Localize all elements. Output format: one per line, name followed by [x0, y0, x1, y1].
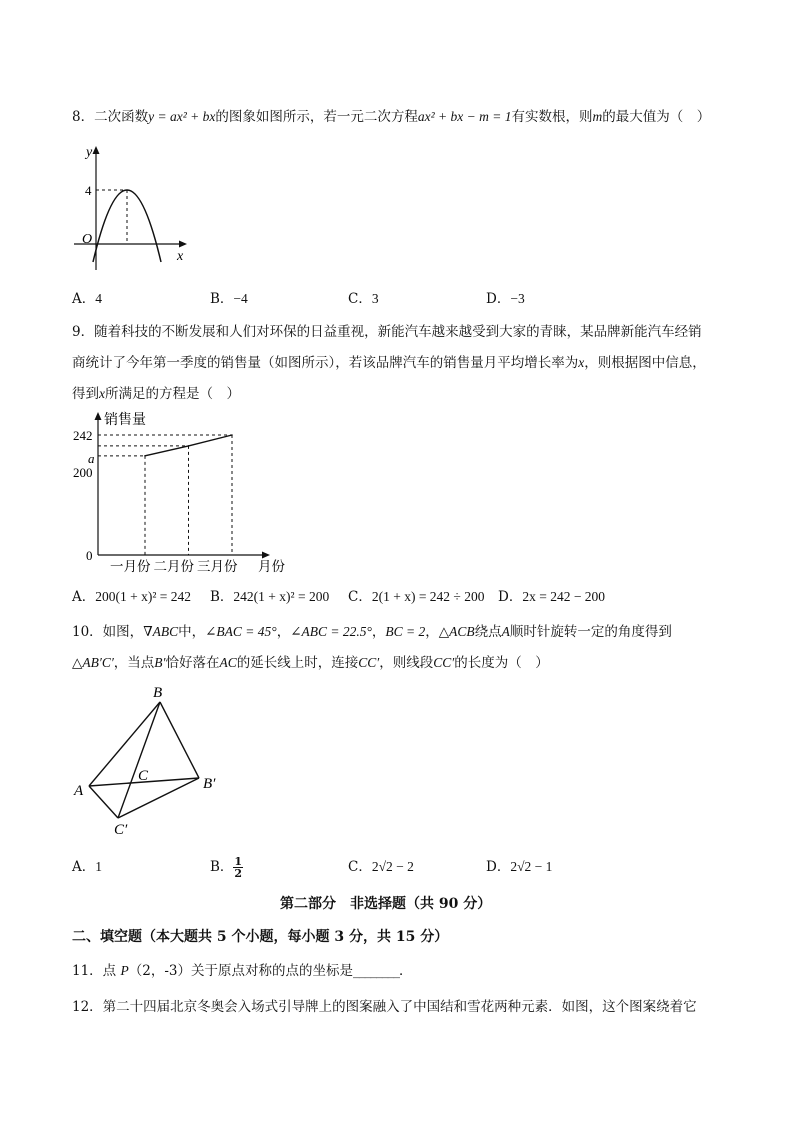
q10-option-a[interactable]: A．1 — [72, 859, 102, 875]
q9-stem-line3: 得到x所满足的方程是（ ） — [72, 386, 240, 402]
q9-x-tick-2: 三月份 — [197, 559, 238, 574]
q9-option-a[interactable]: A．200(1 + x)² = 242 — [72, 589, 192, 605]
q8-equation: ax² + bx − m = 1 — [417, 109, 512, 124]
q8-option-a[interactable]: A．4 — [72, 291, 102, 307]
q9-x-title: 月份 — [258, 559, 285, 574]
q9-x-tick-1: 二月份 — [153, 559, 194, 574]
q10-seg-AB — [89, 702, 160, 786]
q9-y-zero: 0 — [86, 548, 93, 563]
q10-label-C-prime: C′ — [114, 822, 128, 838]
q9-y-200: 200 — [73, 465, 93, 480]
q8-option-b[interactable]: B．−4 — [210, 291, 248, 307]
q10-option-d[interactable]: D．2√2 − 1 — [486, 859, 553, 875]
q8-y-label: y — [86, 145, 93, 160]
q11-stem: 11．点 P（2，-3）关于原点对称的点的坐标是________． — [72, 963, 413, 979]
q8-function: y = ax² + bx — [148, 109, 216, 124]
q10-seg-AC2 — [89, 786, 118, 818]
q10-option-c[interactable]: C．2√2 − 2 — [348, 859, 414, 875]
q8-stem: 8．二次函数y = ax² + bx的图象如图所示，若一元二次方程ax² + bx − m = 1有实数根，则m的最大值为（ ） — [72, 109, 711, 125]
q11-answer-blank[interactable]: ________ — [352, 963, 399, 979]
q8-option-d[interactable]: D．−3 — [486, 291, 525, 307]
q10-option-b-fraction: $\frac{1}{2}$ — [234, 855, 243, 880]
q10-stem-line1: 10．如图，∇ABC中，∠BAC = 45°，∠ABC = 22.5°，BC = 2，△ACB绕点A顺时针旋转一定的角度得到 — [72, 624, 672, 640]
section2-heading: 二、填空题（本大题共 5 个小题，每小题 3 分，共 15 分） — [72, 929, 449, 945]
part2-heading: 第二部分 非选择题（共 90 分） — [280, 896, 492, 912]
q9-option-d[interactable]: D．2x = 242 − 200 — [498, 589, 606, 605]
q10-label-B: B — [153, 685, 163, 701]
q9-y-a: a — [88, 451, 95, 466]
q9-stem-line2: 商统计了今年第一季度的销售量（如图所示），若该品牌汽车的销售量月平均增长率为x，则根据图中信息， — [72, 355, 706, 371]
q9-y-242: 242 — [73, 428, 93, 443]
q9-stem-line1: 9．随着科技的不断发展和人们对环保的日益重视，新能汽车越来越受到大家的青睐，某品牌新能汽车经销 — [72, 324, 702, 340]
q8-origin-label: O — [82, 232, 93, 247]
q10-label-A: A — [74, 783, 84, 799]
q9-option-b[interactable]: B．242(1 + x)² = 200 — [210, 589, 330, 605]
q10-option-b[interactable]: B． $\frac{1}{2}$ — [210, 855, 243, 880]
q8-option-c[interactable]: C．3 — [348, 291, 379, 307]
q8-number: 8． — [72, 109, 95, 125]
q9-x-tick-0: 一月份 — [110, 559, 151, 574]
q8-x-label: x — [177, 249, 184, 264]
q10-label-B-prime: B′ — [203, 776, 216, 792]
q12-stem: 12．第二十四届北京冬奥会入场式引导牌上的图案融入了中国结和雪花两种元素．如图，这个图案绕着它 — [72, 999, 697, 1015]
q9-option-c[interactable]: C．2(1 + x) = 242 ÷ 200 — [348, 589, 485, 605]
q9-y-title: 销售量 — [104, 413, 146, 428]
q10-label-C: C — [138, 768, 149, 784]
q10-seg-BB2 — [160, 702, 199, 778]
q8-tick-4: 4 — [85, 183, 92, 198]
q10-stem-line2: △AB′C′，当点B′恰好落在AC的延长线上时，连接CC′，则线段CC′的长度为（ ） — [72, 655, 549, 671]
